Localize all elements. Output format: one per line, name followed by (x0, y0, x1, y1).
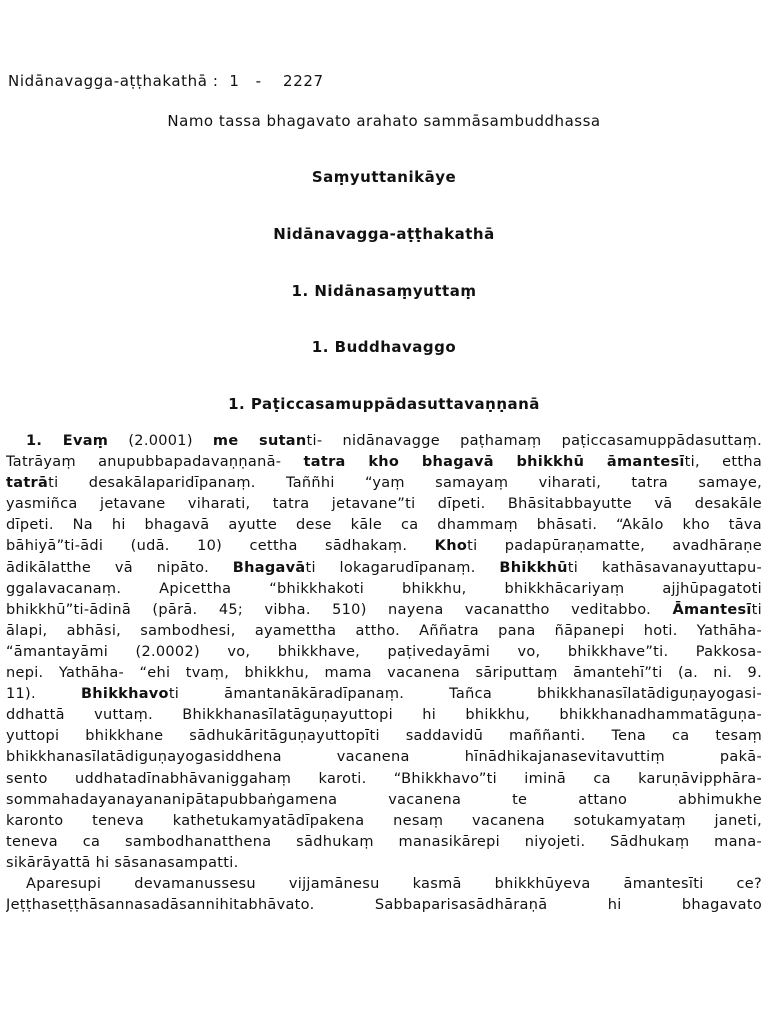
text-segment: ti desakālaparidīpanaṃ. Taññhi “yaṃ samayaṃ viharati, tatra samaye, (48, 475, 762, 492)
text-segment: ti padapūraṇamatte, avadhāraṇe (467, 538, 762, 555)
text-line (6, 452, 762, 473)
text-line (6, 853, 762, 874)
text-segment: yuttopi bhikkhane sādhukāritāguṇayuttopīti saddavidū maññanti. Tena ca tesaṃ (6, 728, 762, 745)
text-line (6, 515, 762, 536)
text-segment: karonto teneva kathetukamyatādīpakena nesaṃ vacanena sotukamyataṃ janeti, (6, 812, 762, 829)
text-line (6, 642, 762, 663)
text-segment: dīpeti. Na hi bhagavā ayutte dese kāle ca dhammaṃ bhāsati. “Akālo kho tāva (6, 517, 762, 534)
text-line (6, 769, 762, 790)
text-segment: Tatrāyaṃ anupubbapadavaṇṇanā- (6, 454, 304, 471)
text-segment: nepi. Yathāha- “ehi tvaṃ, bhikkhu, mama vacanena sāriputtaṃ āmantehī”ti (a. ni. 9. (6, 665, 762, 682)
text-line (6, 790, 762, 811)
text-line (6, 705, 762, 726)
text-line (6, 811, 762, 832)
text-segment: bhikkhū”ti-ādinā (pārā. 45; vibha. 510) nayena vacanattho veditabbo. (6, 601, 673, 618)
text-segment: 11). (6, 686, 81, 703)
text-segment: “āmantayāmi (2.0002) vo, bhikkhave, paṭivedayāmi vo, bhikkhave”ti. Pakkosa- (6, 643, 762, 660)
bold-term: Kho (434, 538, 468, 555)
vagga-heading: 1. Buddhavaggo (311, 338, 457, 356)
text-segment: ti lokagarudīpanaṃ. (305, 559, 500, 576)
text-segment: sikārāyattā hi sāsanasampatti. (6, 854, 239, 871)
bold-term: tatra kho bhagavā bhikkhū āmantesī (303, 454, 685, 471)
text-line (6, 663, 762, 684)
running-header: Nidānavagga-aṭṭhakathā : 1 - 2227 (8, 72, 324, 90)
text-line (6, 473, 762, 494)
text-line (6, 579, 762, 600)
text-segment: sommahadayanayananipātapubbaṅgamena vacanena te attano abhimukhe (6, 791, 762, 808)
text-segment: bāhiyā”ti-ādi (udā. 10) cettha sādhakaṃ. (6, 538, 435, 555)
text-segment: yasmiñca jetavane viharati, tatra jetavane”ti dīpeti. Bhāsitabbayutte vā desakāle (6, 496, 762, 513)
bold-term: Āmantesī (672, 601, 752, 618)
text-segment: Jeṭṭhaseṭṭhāsannasadāsannihitabhāvato. Sabbaparisasādhāraṇā hi bhagavato (6, 897, 762, 914)
text-segment: ti āmantanākāradīpanaṃ. Tañca bhikkhanasīlatādiguṇayogasi- (168, 686, 762, 703)
text-line (6, 558, 762, 579)
invocation-line: Namo tassa bhagavato arahato sammāsambuddhassa (167, 112, 601, 130)
sutta-heading: 1. Paṭiccasamuppādasuttavaṇṇanā (228, 395, 540, 413)
collection-title: Saṃyuttanikāye (311, 168, 457, 186)
text-line (6, 832, 762, 853)
text-segment: ti- nidānavagge paṭhamaṃ paṭiccasamuppādasuttaṃ. (306, 433, 762, 449)
text-line (6, 494, 762, 515)
commentary-body-text (6, 431, 762, 916)
text-line (6, 621, 762, 642)
text-segment: ddhattā vuttaṃ. Bhikkhanasīlatāguṇayuttopi hi bhikkhu, bhikkhanadhammatāguṇa- (6, 707, 762, 724)
bold-term: Bhikkhavo (80, 686, 169, 703)
text-segment: ādikālatthe vā nipāto. (6, 559, 233, 576)
text-line (6, 600, 762, 621)
commentary-title: Nidānavagga-aṭṭhakathā (273, 225, 495, 243)
text-segment: ggalavacanaṃ. Apicettha “bhikkhakoti bhikkhu, bhikkhācariyaṃ ajjhūpagatoti (6, 580, 762, 597)
text-line (6, 874, 762, 895)
text-line (6, 895, 762, 916)
samyutta-heading: 1. Nidānasaṃyuttaṃ (291, 282, 477, 300)
text-segment: bhikkhanasīlatādiguṇayogasiddhena vacanena hīnādhikajanasevitavuttiṃ pakā- (6, 749, 762, 766)
text-segment: Aparesupi devamanussesu vijjamānesu kasmā bhikkhūyeva āmantesīti ce? (26, 875, 762, 892)
text-line (6, 431, 762, 452)
bold-term: me sutan (212, 433, 307, 449)
bold-term: tatrā (6, 475, 49, 492)
bold-term: 1. Evaṃ (26, 433, 109, 449)
text-segment: ālapi, abhāsi, sambodhesi, ayamettha attho. Aññatra pana ñāpanepi hoti. Yathāha- (6, 622, 762, 639)
text-segment: ti kathāsavanayuttapu- (567, 559, 762, 576)
text-segment: (2.0001) (108, 433, 213, 449)
text-line (6, 684, 762, 705)
text-line (6, 536, 762, 557)
text-segment: ti, ettha (684, 454, 762, 471)
text-segment: sento uddhatadīnabhāvaniggahaṃ karoti. “Bhikkhavo”ti iminā ca karuṇāvipphāra- (6, 770, 762, 787)
bold-term: Bhikkhū (499, 559, 568, 576)
bold-term: Bhagavā (232, 559, 306, 576)
text-segment: ti (751, 601, 762, 618)
text-segment: teneva ca sambodhanatthena sādhukaṃ manasikārepi niyojeti. Sādhukaṃ mana- (6, 833, 762, 850)
text-line (6, 726, 762, 747)
text-line (6, 747, 762, 768)
